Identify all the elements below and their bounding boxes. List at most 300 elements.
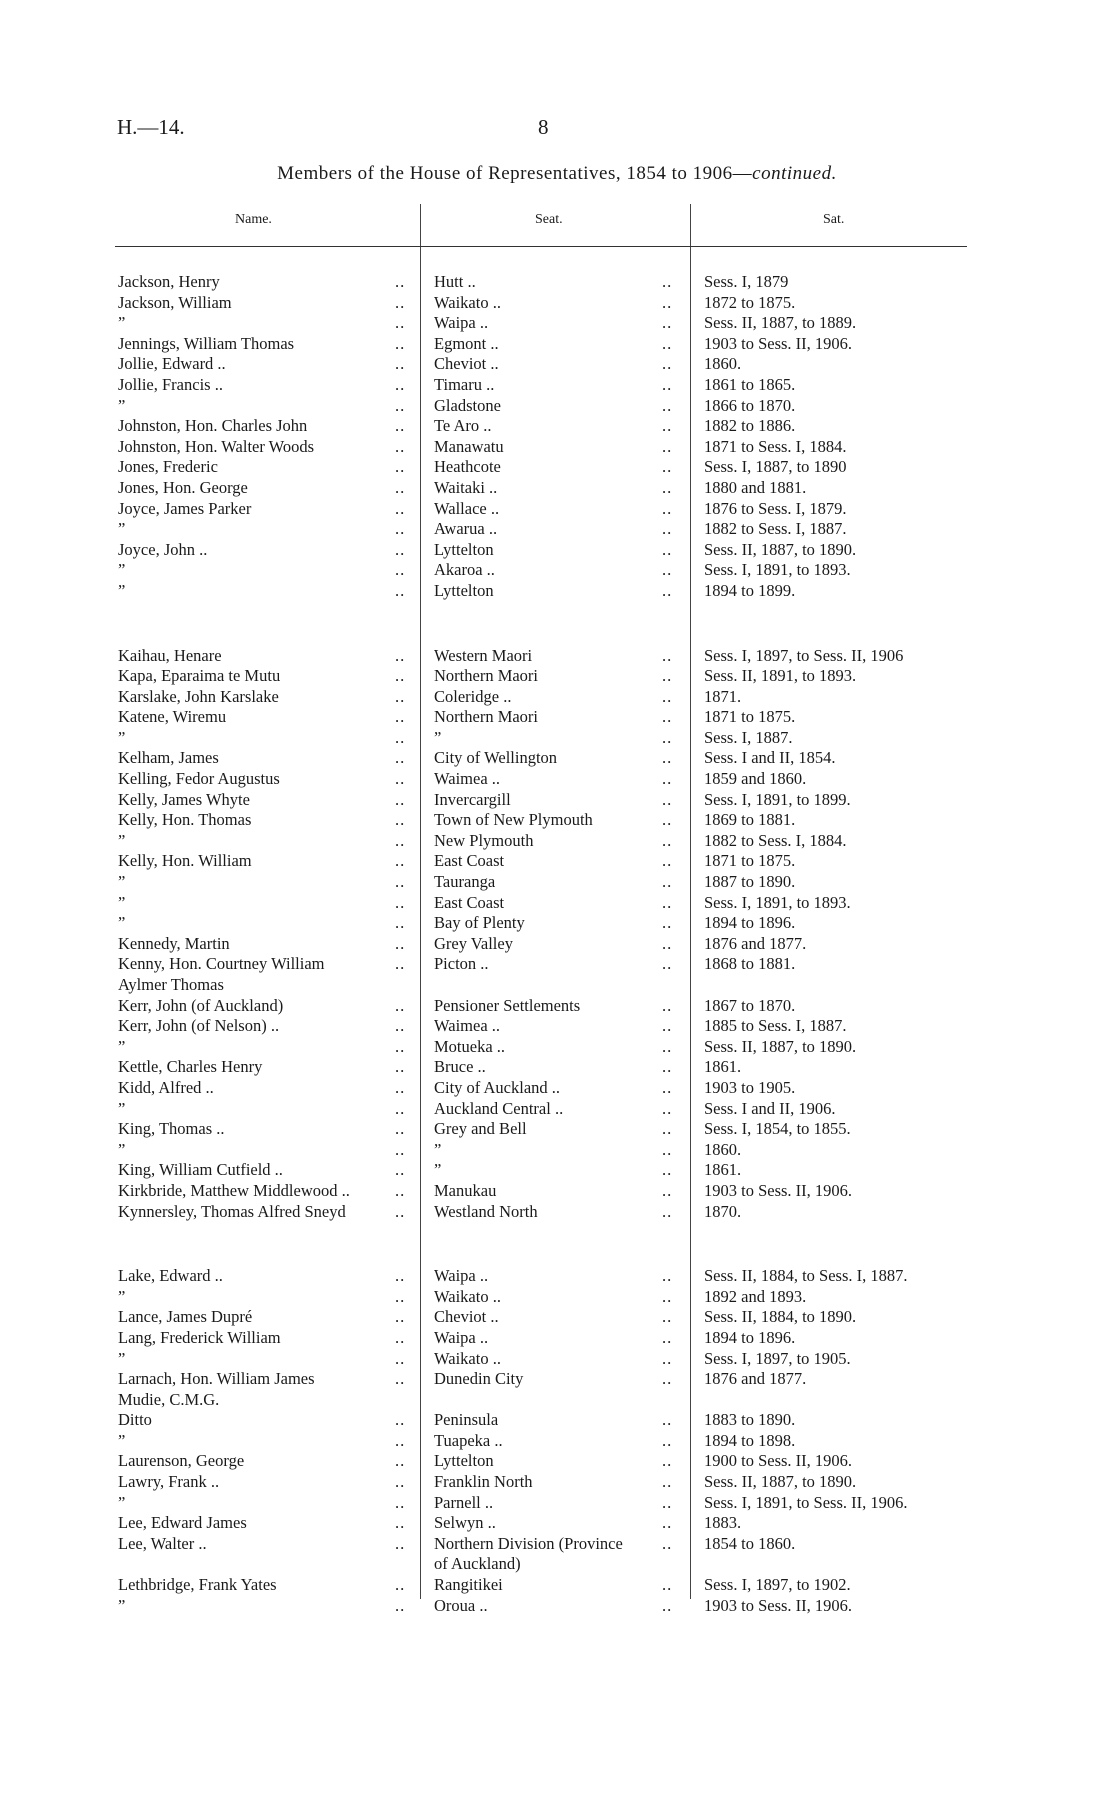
table-row: [0, 1369, 1114, 1390]
leader-dots: ..: [662, 769, 673, 789]
table-row: [0, 913, 1114, 934]
sat-period: 1861 to 1865.: [704, 374, 796, 394]
member-name: Kirkbride, Matthew Middlewood ..: [118, 1180, 350, 1200]
seat-name: Waikato ..: [434, 1286, 501, 1306]
sat-period: 1894 to 1898.: [704, 1430, 796, 1450]
seat-name: Northern Division (Province: [434, 1533, 623, 1553]
member-name: ”: [118, 913, 126, 933]
leader-dots: ..: [395, 748, 406, 768]
leader-dots: ..: [395, 830, 406, 850]
table-row: [0, 1037, 1114, 1058]
table-row: [0, 354, 1114, 375]
seat-name: Auckland Central ..: [434, 1098, 564, 1118]
sat-period: Sess. II, 1891, to 1893.: [704, 666, 857, 686]
sat-period: 1882 to Sess. I, 1884.: [704, 830, 847, 850]
leader-dots: ..: [662, 727, 673, 747]
leader-dots: ..: [395, 1451, 406, 1471]
leader-dots: ..: [395, 1533, 406, 1553]
member-name: ”: [118, 313, 126, 333]
table-row: [0, 1596, 1114, 1617]
sat-period: 1903 to Sess. II, 1906.: [704, 333, 853, 353]
member-name: ”: [118, 1492, 126, 1512]
leader-dots: ..: [395, 1077, 406, 1097]
leader-dots: ..: [395, 580, 406, 600]
leader-dots: ..: [395, 1369, 406, 1389]
seat-name: Waikato ..: [434, 1348, 501, 1368]
leader-dots: ..: [662, 1016, 673, 1036]
leader-dots: ..: [662, 560, 673, 580]
member-name: ”: [118, 519, 126, 539]
leader-dots: ..: [395, 333, 406, 353]
leader-dots: ..: [662, 892, 673, 912]
seat-name: Egmont ..: [434, 333, 499, 353]
member-name: Larnach, Hon. William James: [118, 1369, 315, 1389]
seat-name: New Plymouth: [434, 830, 534, 850]
table-row: [0, 996, 1114, 1017]
leader-dots: ..: [662, 1139, 673, 1159]
table-row: [0, 1181, 1114, 1202]
leader-dots: ..: [662, 872, 673, 892]
member-name: Lawry, Frank ..: [118, 1472, 220, 1492]
leader-dots: ..: [662, 416, 673, 436]
seat-name: Manukau: [434, 1180, 497, 1200]
leader-dots: ..: [395, 686, 406, 706]
table-row: [0, 1575, 1114, 1596]
sat-period: 1876 and 1877.: [704, 1369, 807, 1389]
leader-dots: ..: [662, 810, 673, 830]
seat-name: Westland North: [434, 1201, 538, 1221]
leader-dots: ..: [662, 1575, 673, 1595]
member-name: ”: [118, 727, 126, 747]
leader-dots: ..: [662, 272, 673, 291]
leader-dots: ..: [662, 1327, 673, 1347]
member-name: ”: [118, 892, 126, 912]
leader-dots: ..: [662, 1492, 673, 1512]
leader-dots: ..: [395, 1160, 406, 1180]
seat-name: Peninsula: [434, 1410, 499, 1430]
member-name: ”: [118, 1348, 126, 1368]
leader-dots: ..: [395, 1057, 406, 1077]
member-name: King, William Cutfield ..: [118, 1160, 283, 1180]
sat-period: Sess. I, 1879: [704, 272, 789, 291]
member-name: Jackson, William: [118, 292, 232, 312]
table-row: [0, 396, 1114, 417]
leader-dots: ..: [662, 1472, 673, 1492]
table-row: [0, 1534, 1114, 1555]
leader-dots: ..: [662, 933, 673, 953]
member-name: Kapa, Eparaima te Mutu: [118, 666, 281, 686]
seat-name: Waikato ..: [434, 292, 501, 312]
seat-name: Tuapeka ..: [434, 1430, 503, 1450]
leader-dots: ..: [395, 1307, 406, 1327]
letter-group: [0, 1266, 1114, 1616]
seat-name: Te Aro ..: [434, 416, 492, 436]
sat-period: 1860.: [704, 1139, 742, 1159]
seat-name: City of Wellington: [434, 748, 558, 768]
table-row: [0, 893, 1114, 914]
leader-dots: ..: [662, 292, 673, 312]
sat-period: Sess. II, 1887, to 1890.: [704, 1036, 857, 1056]
leader-dots: ..: [395, 933, 406, 953]
leader-dots: ..: [662, 645, 673, 665]
seat-name: Awarua ..: [434, 519, 498, 539]
member-name: Kerr, John (of Nelson) ..: [118, 1016, 280, 1036]
table-row: [0, 1513, 1114, 1534]
sat-period: Sess. I and II, 1854.: [704, 748, 836, 768]
table-row: [0, 1410, 1114, 1431]
seat-name: Cheviot ..: [434, 354, 499, 374]
table-row: [0, 728, 1114, 749]
table-row: [0, 1390, 1114, 1411]
leader-dots: ..: [395, 313, 406, 333]
page-title: [0, 163, 1114, 185]
leader-dots: ..: [395, 1472, 406, 1492]
group-spacer: [0, 602, 1114, 646]
table-row: [0, 831, 1114, 852]
leader-dots: ..: [395, 292, 406, 312]
sat-period: 1861.: [704, 1057, 742, 1077]
table-row: [0, 851, 1114, 872]
member-name: Lake, Edward ..: [118, 1266, 223, 1286]
table-row: [0, 478, 1114, 499]
table-row: [0, 560, 1114, 581]
seat-name: Franklin North: [434, 1472, 533, 1492]
leader-dots: ..: [662, 354, 673, 374]
table-row: [0, 1160, 1114, 1181]
seat-name: Heathcote: [434, 457, 501, 477]
leader-dots: ..: [395, 851, 406, 871]
sat-period: Sess. II, 1887, to 1889.: [704, 313, 857, 333]
member-name: Ditto: [118, 1410, 152, 1430]
table-row: [0, 666, 1114, 687]
sat-period: 1869 to 1881.: [704, 810, 796, 830]
seat-name: Motueka ..: [434, 1036, 506, 1056]
member-name: ”: [118, 580, 126, 600]
member-name: ”: [118, 395, 126, 415]
sat-period: 1871 to 1875.: [704, 707, 796, 727]
seat-name: ”: [434, 1160, 442, 1180]
seat-name: Selwyn ..: [434, 1513, 496, 1533]
member-name: Lance, James Dupré: [118, 1307, 253, 1327]
seat-name: Bay of Plenty: [434, 913, 525, 933]
seat-name: Town of New Plymouth: [434, 810, 593, 830]
leader-dots: ..: [662, 519, 673, 539]
member-name: King, Thomas ..: [118, 1119, 225, 1139]
seat-name: Lyttelton: [434, 1451, 494, 1471]
sat-period: 1871.: [704, 686, 742, 706]
leader-dots: ..: [395, 810, 406, 830]
leader-dots: ..: [662, 666, 673, 686]
leader-dots: ..: [662, 1180, 673, 1200]
leader-dots: ..: [662, 1266, 673, 1286]
leader-dots: ..: [662, 913, 673, 933]
seat-name: Parnell ..: [434, 1492, 494, 1512]
leader-dots: ..: [395, 954, 406, 974]
table-row: [0, 790, 1114, 811]
leader-dots: ..: [662, 1057, 673, 1077]
sat-period: Sess. I, 1887.: [704, 727, 793, 747]
member-name: Jones, Frederic: [118, 457, 218, 477]
table-row: [0, 769, 1114, 790]
sat-period: 1900 to Sess. II, 1906.: [704, 1451, 853, 1471]
member-name: Lee, Edward James: [118, 1513, 247, 1533]
sat-period: 1854 to 1860.: [704, 1533, 796, 1553]
leader-dots: ..: [662, 1119, 673, 1139]
leader-dots: ..: [395, 1036, 406, 1056]
leader-dots: ..: [662, 1348, 673, 1368]
table-row: [0, 457, 1114, 478]
member-name: Lethbridge, Frank Yates: [118, 1575, 277, 1595]
letter-group: [0, 272, 1114, 602]
leader-dots: ..: [395, 354, 406, 374]
header-rule: [115, 246, 967, 247]
leader-dots: ..: [395, 477, 406, 497]
leader-dots: ..: [662, 374, 673, 394]
table-row: [0, 1099, 1114, 1120]
member-name: ”: [118, 1098, 126, 1118]
leader-dots: ..: [662, 1098, 673, 1118]
sat-period: 1870.: [704, 1201, 742, 1221]
member-name: Joyce, James Parker: [118, 498, 252, 518]
member-name: Kelly, Hon. Thomas: [118, 810, 252, 830]
leader-dots: ..: [662, 995, 673, 1015]
leader-dots: ..: [395, 395, 406, 415]
sat-period: 1876 to Sess. I, 1879.: [704, 498, 847, 518]
seat-name: Wallace ..: [434, 498, 500, 518]
leader-dots: ..: [395, 872, 406, 892]
sat-period: 1866 to 1870.: [704, 395, 796, 415]
table-row: [0, 810, 1114, 831]
member-name: Karslake, John Karslake: [118, 686, 279, 706]
leader-dots: ..: [395, 519, 406, 539]
sat-period: Sess. I, 1897, to 1905.: [704, 1348, 851, 1368]
seat-name: Invercargill: [434, 789, 511, 809]
sat-period: Sess. I, 1897, to 1902.: [704, 1575, 851, 1595]
sat-period: 1876 and 1877.: [704, 933, 807, 953]
seat-name: Waitaki ..: [434, 477, 498, 497]
member-name: Kaihau, Henare: [118, 645, 222, 665]
table-row: [0, 1431, 1114, 1452]
leader-dots: ..: [395, 1201, 406, 1221]
seat-name: East Coast: [434, 851, 505, 871]
member-name: Johnston, Hon. Walter Woods: [118, 436, 315, 456]
leader-dots: ..: [662, 457, 673, 477]
sat-period: 1894 to 1896.: [704, 913, 796, 933]
seat-name: Grey Valley: [434, 933, 513, 953]
leader-dots: ..: [662, 436, 673, 456]
member-name: Jackson, Henry: [118, 272, 220, 291]
member-name: Johnston, Hon. Charles John: [118, 416, 308, 436]
leader-dots: ..: [662, 477, 673, 497]
leader-dots: ..: [395, 1575, 406, 1595]
sat-period: 1868 to 1881.: [704, 954, 796, 974]
member-name: Kelly, Hon. William: [118, 851, 252, 871]
table-row: [0, 1493, 1114, 1514]
leader-dots: ..: [662, 707, 673, 727]
leader-dots: ..: [395, 913, 406, 933]
leader-dots: ..: [395, 707, 406, 727]
title-main: Members of the House of Representatives, 1854 to 1906—: [277, 163, 753, 184]
leader-dots: ..: [395, 789, 406, 809]
member-name: Jennings, William Thomas: [118, 333, 295, 353]
member-name: Lee, Walter ..: [118, 1533, 207, 1553]
sat-period: 1861.: [704, 1160, 742, 1180]
sat-period: 1894 to 1896.: [704, 1327, 796, 1347]
leader-dots: ..: [395, 1286, 406, 1306]
member-name: Laurenson, George: [118, 1451, 245, 1471]
table-row: [0, 687, 1114, 708]
seat-name: Hutt ..: [434, 272, 476, 291]
member-name: Katene, Wiremu: [118, 707, 227, 727]
column-header-seat: Seat.: [535, 212, 563, 227]
member-name: ”: [118, 1595, 126, 1615]
seat-name: Manawatu: [434, 436, 504, 456]
leader-dots: ..: [662, 1430, 673, 1450]
leader-dots: ..: [395, 1139, 406, 1159]
table-row: [0, 499, 1114, 520]
leader-dots: ..: [395, 560, 406, 580]
member-name: Kynnersley, Thomas Alfred Sneyd: [118, 1201, 346, 1221]
sat-period: 1903 to Sess. II, 1906.: [704, 1595, 853, 1615]
leader-dots: ..: [395, 1266, 406, 1286]
seat-name: Akaroa ..: [434, 560, 495, 580]
table-row: [0, 1554, 1114, 1575]
seat-name: Timaru ..: [434, 374, 495, 394]
table-row: [0, 1202, 1114, 1223]
member-name: Mudie, C.M.G.: [118, 1389, 220, 1409]
table-row: [0, 975, 1114, 996]
seat-name: Picton ..: [434, 954, 489, 974]
sat-period: 1903 to 1905.: [704, 1077, 796, 1097]
sat-period: Sess. I, 1891, to Sess. II, 1906.: [704, 1492, 908, 1512]
leader-dots: ..: [662, 539, 673, 559]
leader-dots: ..: [662, 1160, 673, 1180]
table-row: [0, 1266, 1114, 1287]
member-name: ”: [118, 1286, 126, 1306]
table-row: [0, 1328, 1114, 1349]
page-number: 8: [538, 115, 549, 139]
seat-name: Waipa ..: [434, 1266, 489, 1286]
leader-dots: ..: [662, 1201, 673, 1221]
leader-dots: ..: [395, 769, 406, 789]
leader-dots: ..: [395, 457, 406, 477]
table-row: [0, 334, 1114, 355]
table-row: [0, 581, 1114, 602]
table-row: [0, 646, 1114, 667]
sat-period: Sess. I, 1854, to 1855.: [704, 1119, 851, 1139]
table-row: [0, 293, 1114, 314]
leader-dots: ..: [395, 1492, 406, 1512]
table-row: [0, 416, 1114, 437]
leader-dots: ..: [395, 374, 406, 394]
table-row: [0, 954, 1114, 975]
table-row: [0, 872, 1114, 893]
member-name: Jones, Hon. George: [118, 477, 248, 497]
seat-name: Western Maori: [434, 645, 533, 665]
leader-dots: ..: [395, 727, 406, 747]
leader-dots: ..: [395, 1119, 406, 1139]
seat-name: Coleridge ..: [434, 686, 512, 706]
sat-period: 1892 and 1893.: [704, 1286, 807, 1306]
sat-period: Sess. I, 1887, to 1890: [704, 457, 847, 477]
table-row: [0, 1078, 1114, 1099]
sat-period: Sess. I, 1891, to 1899.: [704, 789, 851, 809]
sat-period: 1871 to 1875.: [704, 851, 796, 871]
seat-name: Dunedin City: [434, 1369, 524, 1389]
leader-dots: ..: [662, 686, 673, 706]
member-name: Kelham, James: [118, 748, 219, 768]
leader-dots: ..: [395, 1410, 406, 1430]
member-name: Kelly, James Whyte: [118, 789, 250, 809]
leader-dots: ..: [662, 830, 673, 850]
member-name: Aylmer Thomas: [118, 975, 224, 994]
seat-name: ”: [434, 1139, 442, 1159]
leader-dots: ..: [662, 313, 673, 333]
seat-name: Grey and Bell: [434, 1119, 527, 1139]
leader-dots: ..: [395, 272, 406, 291]
leader-dots: ..: [662, 748, 673, 768]
group-spacer: [0, 1222, 1114, 1266]
table-row: [0, 313, 1114, 334]
table-row: [0, 272, 1114, 293]
sat-period: 1885 to Sess. I, 1887.: [704, 1016, 847, 1036]
leader-dots: ..: [662, 1077, 673, 1097]
leader-dots: ..: [662, 851, 673, 871]
leader-dots: ..: [395, 1513, 406, 1533]
table-row: [0, 540, 1114, 561]
members-table: [0, 272, 1114, 1616]
leader-dots: ..: [662, 1451, 673, 1471]
leader-dots: ..: [662, 954, 673, 974]
sat-period: Sess. I and II, 1906.: [704, 1098, 836, 1118]
leader-dots: ..: [395, 1180, 406, 1200]
table-row: [0, 1287, 1114, 1308]
table-row: [0, 519, 1114, 540]
sat-period: Sess. II, 1884, to Sess. I, 1887.: [704, 1266, 908, 1286]
seat-name: ”: [434, 727, 442, 747]
table-row: [0, 707, 1114, 728]
sat-period: 1882 to Sess. I, 1887.: [704, 519, 847, 539]
seat-name: Bruce ..: [434, 1057, 486, 1077]
sat-period: 1894 to 1899.: [704, 580, 796, 600]
leader-dots: ..: [395, 995, 406, 1015]
seat-name: Lyttelton: [434, 580, 494, 600]
leader-dots: ..: [662, 789, 673, 809]
sat-period: 1883 to 1890.: [704, 1410, 796, 1430]
column-header-sat: Sat.: [823, 212, 845, 227]
seat-name: Waipa ..: [434, 313, 489, 333]
seat-name: Waipa ..: [434, 1327, 489, 1347]
seat-name: Tauranga: [434, 872, 496, 892]
leader-dots: ..: [395, 416, 406, 436]
leader-dots: ..: [662, 1369, 673, 1389]
table-row: [0, 1349, 1114, 1370]
seat-name: Oroua ..: [434, 1595, 488, 1615]
sat-period: 1860.: [704, 354, 742, 374]
sat-period: 1883.: [704, 1513, 742, 1533]
seat-name: East Coast: [434, 892, 505, 912]
sat-period: Sess. II, 1884, to 1890.: [704, 1307, 857, 1327]
seat-name: Cheviot ..: [434, 1307, 499, 1327]
seat-name: Waimea ..: [434, 769, 501, 789]
leader-dots: ..: [395, 498, 406, 518]
leader-dots: ..: [662, 395, 673, 415]
table-row: [0, 1307, 1114, 1328]
sat-period: 1880 and 1881.: [704, 477, 807, 497]
leader-dots: ..: [395, 1327, 406, 1347]
table-row: [0, 1119, 1114, 1140]
leader-dots: ..: [395, 666, 406, 686]
